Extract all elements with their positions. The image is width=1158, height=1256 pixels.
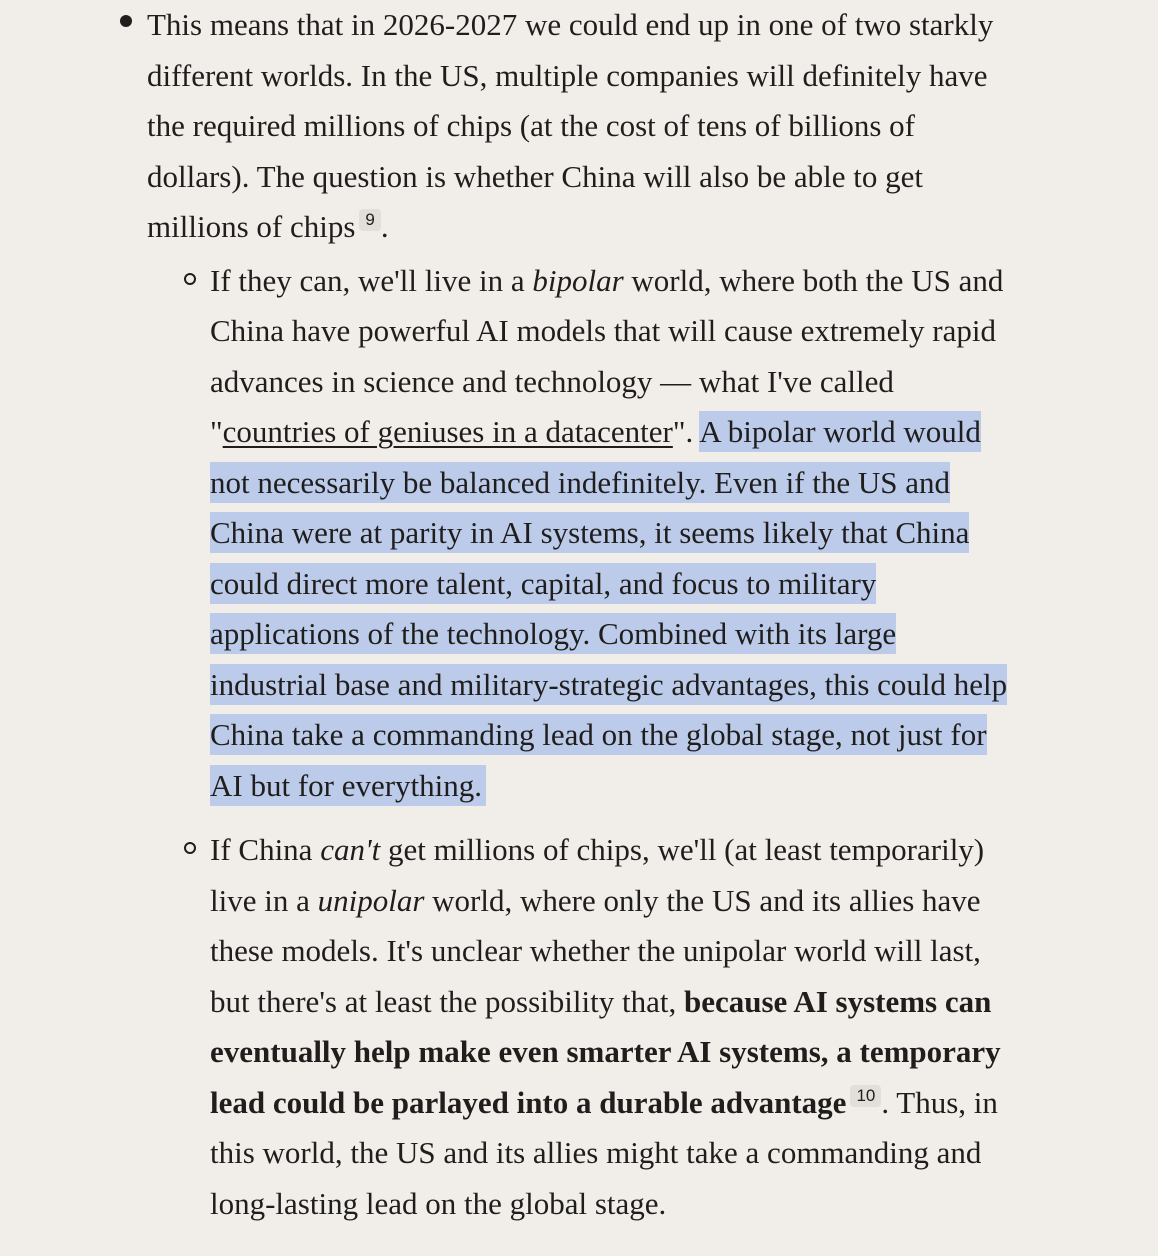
sub1-text-3: ". xyxy=(672,414,700,449)
paragraph-end: . xyxy=(380,209,389,244)
sub2-text-4: . Thus, in this world, the US and its allies might take a commanding and long-lasting lead on the global stage. xyxy=(210,1084,998,1221)
sub-item-unipolar xyxy=(210,825,1010,1229)
sub2-text-2: get millions of chips, we'll (at least temporarily) live in a xyxy=(210,832,985,918)
cant-emphasis: can't xyxy=(320,832,381,867)
sub-item-bipolar xyxy=(210,256,1010,812)
bipolar-emphasis: bipolar xyxy=(532,262,624,298)
sub2-text-1: If China xyxy=(210,832,321,867)
highlighted-selection: A bipolar world would not necessarily be balanced indefinitely. Even if the US and China were at parity in AI systems, it seems likely that China could direct more talent, capital, and focus to military applications of the technology. Combined with its large industrial base and military-strategic advantages, this could help China take a commanding lead on the global stage, not just for AI but for everything. xyxy=(210,411,1007,806)
sub1-text-1: If they can, we'll live in a xyxy=(210,262,533,298)
sub2-text-3: world, where only the US and its allies have these models. It's unclear whether the unipolar world will last, but there's at least the possibility that, xyxy=(210,882,981,1019)
countries-of-geniuses-link[interactable]: countries of geniuses in a datacenter xyxy=(222,414,673,449)
paragraph-text: This means that in 2026-2027 we could end up in one of two starkly different worlds. In the US, multiple companies will definitely have the required millions of chips (at the cost of tens of billions of dollars). The question is whether China will also be able to get millions of chips xyxy=(147,7,994,244)
footnote-marker-10[interactable]: 10 xyxy=(850,1085,881,1107)
footnote-marker-9[interactable]: 9 xyxy=(359,209,380,231)
unipolar-emphasis: unipolar xyxy=(317,882,425,918)
sub1-text-2: world, where both the US and China have powerful AI models that will cause extremely rapid advances in science and technology — what I've called " xyxy=(210,262,1004,449)
bold-statement: because AI systems can eventually help make even smarter AI systems, a temporary lead could be parlayed into a durable advantage xyxy=(210,983,1001,1120)
bullet-item-two-worlds xyxy=(147,0,1007,1229)
sub-list xyxy=(147,256,1007,1230)
